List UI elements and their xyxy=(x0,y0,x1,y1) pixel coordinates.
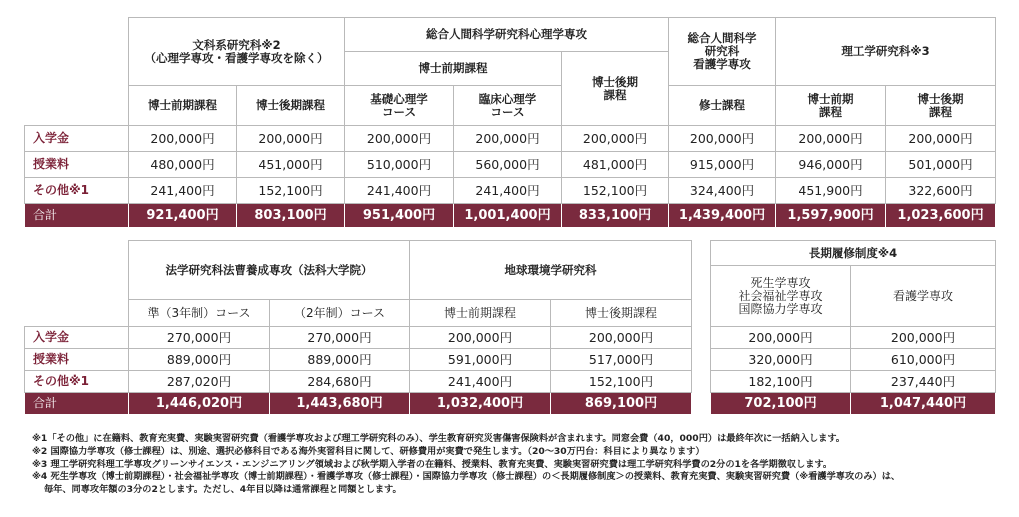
cell: 284,680円 xyxy=(270,371,410,393)
cell: 200,000円 xyxy=(851,327,996,349)
header-bunka xyxy=(129,18,345,86)
total-cell: 1,023,600円 xyxy=(886,204,996,228)
footnote-1: ※1「その他」に在籍料、教育充実費、実験実習研究費（看護学専攻および理工学研究科のみ）、学生教育研究災害傷害保険料が含まれます。同窓会費（40，000円）は最終年次に一括納入します。 xyxy=(32,433,845,444)
table-row xyxy=(25,126,996,152)
cell: 200,000円 xyxy=(345,126,454,152)
col-riko-koki: 博士後期 課程 xyxy=(886,86,996,126)
footnote-4: ※4 死生学専攻（博士前期課程）・社会福祉学専攻（博士前期課程）・看護学専攻（修士課程）・国際協力学専攻（修士課程）の＜長期履修制度＞の授業料、教育充実費、実験実習研究費（※看護学専攻のみ）は、 xyxy=(32,471,901,483)
total-cell: 1,047,440円 xyxy=(851,393,996,415)
cell: 270,000円 xyxy=(270,327,410,349)
cell: 451,000円 xyxy=(237,152,345,178)
table-row xyxy=(711,349,996,371)
header-choki: 長期履修制度※4 xyxy=(711,241,996,266)
total-cell: 1,443,680円 xyxy=(270,393,410,415)
header-chikyu: 地球環境学研究科 xyxy=(410,241,692,300)
corner-blank xyxy=(25,241,129,327)
col-bunka-zenki: 博士前期課程 xyxy=(129,86,237,126)
cell: 915,000円 xyxy=(669,152,776,178)
table-row xyxy=(25,371,692,393)
cell: 200,000円 xyxy=(776,126,886,152)
cell: 200,000円 xyxy=(886,126,996,152)
header-sogo-shinri: 総合人間科学研究科心理学専攻 xyxy=(345,18,669,52)
footnotes xyxy=(32,433,992,497)
col-kiso-shinri: 基礎心理学 コース xyxy=(345,86,454,126)
header-riko: 理工学研究科※3 xyxy=(776,18,996,86)
table-row xyxy=(711,371,996,393)
cell: 481,000円 xyxy=(562,152,669,178)
row-label: 入学金 xyxy=(25,126,129,152)
cell: 591,000円 xyxy=(410,349,551,371)
col-rinsho-shinri: 臨床心理学 コース xyxy=(454,86,562,126)
table-row xyxy=(25,327,692,349)
cell: 889,000円 xyxy=(129,349,270,371)
total-cell: 869,100円 xyxy=(551,393,692,415)
corner-blank xyxy=(25,18,129,126)
table-row xyxy=(25,152,996,178)
row-label: 授業料 xyxy=(25,349,129,371)
col-kango: 看護学専攻 xyxy=(851,266,996,327)
cell: 182,100円 xyxy=(711,371,851,393)
cell: 241,400円 xyxy=(129,178,237,204)
cell: 320,000円 xyxy=(711,349,851,371)
cell: 200,000円 xyxy=(562,126,669,152)
cell: 287,020円 xyxy=(129,371,270,393)
total-row xyxy=(25,393,692,415)
col-2nen: （2年制）コース xyxy=(270,300,410,327)
cell: 480,000円 xyxy=(129,152,237,178)
total-label: 合計 xyxy=(25,393,129,415)
cell: 241,400円 xyxy=(410,371,551,393)
cell: 241,400円 xyxy=(345,178,454,204)
total-row xyxy=(25,204,996,228)
row-label: 授業料 xyxy=(25,152,129,178)
cell: 200,000円 xyxy=(669,126,776,152)
total-cell: 833,100円 xyxy=(562,204,669,228)
cell: 200,000円 xyxy=(410,327,551,349)
row-label: その他※1 xyxy=(25,178,129,204)
fee-table-main xyxy=(24,17,996,228)
total-cell: 803,100円 xyxy=(237,204,345,228)
table-row xyxy=(25,349,692,371)
col-jun-3nen: 準（3年制）コース xyxy=(129,300,270,327)
cell: 610,000円 xyxy=(851,349,996,371)
cell: 200,000円 xyxy=(237,126,345,152)
col-chikyu-zenki: 博士前期課程 xyxy=(410,300,551,327)
cell: 560,000円 xyxy=(454,152,562,178)
cell: 501,000円 xyxy=(886,152,996,178)
total-cell: 921,400円 xyxy=(129,204,237,228)
header-bunka-title: 文科系研究科※2 xyxy=(192,37,281,52)
cell: 324,400円 xyxy=(669,178,776,204)
cell: 241,400円 xyxy=(454,178,562,204)
footnote-3: ※3 理工学研究科理工学専攻グリーンサイエンス・エンジニアリング領域および秋学期入学者の在籍料、授業料、教育充実費、実験実習研究費は理工学研究科学費の2分の1を各学期徴収します。 xyxy=(32,458,833,470)
col-riko-zenki: 博士前期 課程 xyxy=(776,86,886,126)
total-cell: 702,100円 xyxy=(711,393,851,415)
col-shisei-shakai-kokusai: 死生学専攻 社会福祉学専攻 国際協力学専攻 xyxy=(711,266,851,327)
cell: 510,000円 xyxy=(345,152,454,178)
footnote-2: ※2 国際協力学専攻（修士課程）は、別途、選択必修科目である海外実習科目に関して、研修費用が実費で発生します。（20～30万円台：科目により異なります） xyxy=(32,445,705,457)
cell: 270,000円 xyxy=(129,327,270,349)
total-cell: 1,032,400円 xyxy=(410,393,551,415)
cell: 946,000円 xyxy=(776,152,886,178)
cell: 237,440円 xyxy=(851,371,996,393)
table-row xyxy=(711,327,996,349)
header-hogaku: 法学研究科法曹養成専攻（法科大学院） xyxy=(129,241,410,300)
cell: 152,100円 xyxy=(551,371,692,393)
total-label: 合計 xyxy=(25,204,129,228)
fee-table-long-term xyxy=(710,240,996,415)
col-chikyu-koki: 博士後期課程 xyxy=(551,300,692,327)
cell: 322,600円 xyxy=(886,178,996,204)
cell: 200,000円 xyxy=(551,327,692,349)
cell: 517,000円 xyxy=(551,349,692,371)
header-sogo-koki: 博士後期 課程 xyxy=(562,52,669,126)
header-sogo-kango: 総合人間科学 研究科 看護学専攻 xyxy=(669,18,776,86)
total-row xyxy=(711,393,996,415)
total-cell: 1,439,400円 xyxy=(669,204,776,228)
col-bunka-koki: 博士後期課程 xyxy=(237,86,345,126)
table-row xyxy=(25,178,996,204)
header-sogo-zenki: 博士前期課程 xyxy=(345,52,562,86)
cell: 152,100円 xyxy=(237,178,345,204)
col-kango-shushi: 修士課程 xyxy=(669,86,776,126)
cell: 200,000円 xyxy=(129,126,237,152)
row-label: 入学金 xyxy=(25,327,129,349)
total-cell: 1,446,020円 xyxy=(129,393,270,415)
cell: 152,100円 xyxy=(562,178,669,204)
total-cell: 951,400円 xyxy=(345,204,454,228)
fee-table-law-earth xyxy=(24,240,692,415)
total-cell: 1,001,400円 xyxy=(454,204,562,228)
total-cell: 1,597,900円 xyxy=(776,204,886,228)
footnote-4-cont: 毎年、同専攻年額の3分の2とします。ただし、4年目以降は通常課程と同額とします。 xyxy=(44,484,402,496)
cell: 451,900円 xyxy=(776,178,886,204)
cell: 200,000円 xyxy=(454,126,562,152)
cell: 200,000円 xyxy=(711,327,851,349)
row-label: その他※1 xyxy=(25,371,129,393)
cell: 889,000円 xyxy=(270,349,410,371)
header-bunka-sub: （心理学専攻・看護学専攻を除く） xyxy=(144,50,329,65)
